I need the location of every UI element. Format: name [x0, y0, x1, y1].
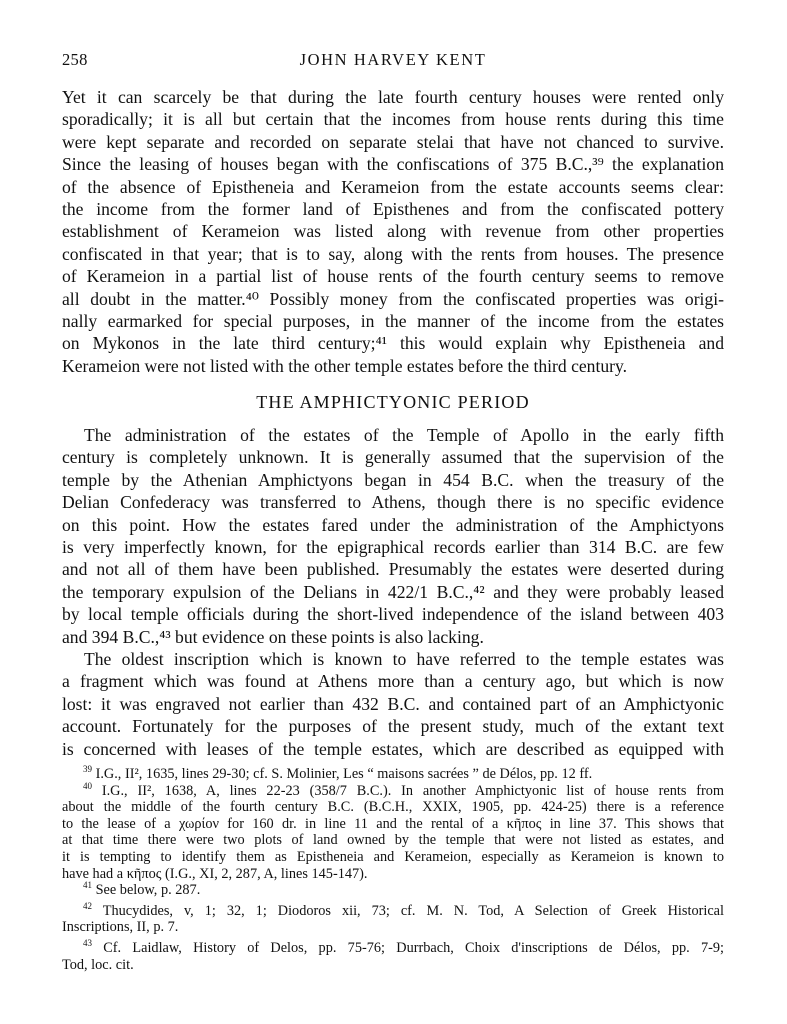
footnote-number: 42 [83, 900, 92, 911]
text-line: of the absence of Epistheneia and Kerameion from the estate accounts seems clear: [62, 176, 724, 197]
text-line: is very imperfectly known, for the epigraphical records earlier than 314 B.C. are few [62, 537, 724, 558]
footnote-39 [62, 766, 724, 783]
footnote-number: 40 [83, 780, 92, 791]
footnote-number: 39 [83, 764, 92, 774]
section-title: THE AMPHICTYONIC PERIOD [256, 392, 530, 412]
footnote-number: 43 [83, 937, 92, 948]
footnote-text: Cf. Laidlaw, History of Delos, pp. 75-76; Durrbach, Choix d'inscriptions de Délos, pp. 7-9; [103, 939, 724, 956]
paragraph-2 [62, 424, 724, 648]
text-line: is concerned with leases of the temple estates, which are described as equipped with [62, 738, 724, 759]
footnote-text: have had a κῆπος (I.G., XI, 2, 287, A, lines 145-147). [62, 865, 368, 882]
footnotes [62, 766, 724, 973]
footnote-41 [62, 882, 724, 899]
text-line: and 394 B.C.,⁴³ but evidence on these points is also lacking. [62, 626, 484, 647]
text-line: temple by the Athenian Amphictyons began in 454 B.C. when the treasury of the [62, 469, 724, 490]
text-line: lost: it was engraved not earlier than 432 B.C. and contained part of an Amphictyonic [62, 693, 724, 714]
footnote-text: Tod, loc. cit. [62, 956, 134, 973]
text-line: the income from the former land of Episthenes and from the confiscated pottery [62, 199, 724, 220]
footnote-text: I.G., II², 1635, lines 29-30; cf. S. Molinier, Les “ maisons sacrées ” de Délos, pp. 12 ff. [95, 766, 593, 782]
page-number: 258 [62, 50, 88, 69]
footnote-text: Thucydides, v, 1; 32, 1; Diodoros xii, 73; cf. M. N. Tod, A Selection of Greek Historical [102, 902, 724, 919]
text-line: nally earmarked for special purposes, in the manner of the income from the estates [62, 311, 724, 332]
footnote-text: Inscriptions, II, p. 7. [62, 919, 179, 936]
text-line: The administration of the estates of the Temple of Apollo in the early fifth [84, 425, 724, 445]
footnote-40 [62, 780, 724, 883]
page-header [62, 50, 724, 74]
text-line: Yet it can scarcely be that during the late fourth century houses were rented only [62, 87, 724, 107]
text-line: sporadically; it is all but certain that the incomes from house rents during this time [62, 109, 724, 130]
text-line: The oldest inscription which is known to have referred to the temple estates was [84, 649, 724, 669]
footnote-text: about the middle of the fourth century B.C. (B.C.H., XXIX, 1905, pp. 424-25) there is a reference [62, 799, 724, 816]
paragraph-3 [62, 648, 724, 760]
text-line: confiscated in that year; that is to say, along with the rents from houses. The presence [62, 243, 724, 264]
running-head: JOHN HARVEY KENT [299, 50, 487, 69]
text-line: of Kerameion in a partial list of house rents of the fourth century seems to remove [62, 266, 724, 287]
text-line: by local temple officials during the short-lived independence of the island between 403 [62, 604, 724, 625]
text-line: account. Fortunately for the purposes of the present study, much of the extant text [62, 716, 724, 737]
footnote-number: 41 [83, 880, 92, 891]
text-line: the temporary expulsion of the Delians in 422/1 B.C.,⁴² and they were probably leased [62, 581, 724, 602]
text-line: century is completely unknown. It is generally assumed that the supervision of the [62, 447, 724, 468]
footnote-text: to the lease of a χωρίον for 160 dr. in line 11 and the rental of a κῆπος in line 37. This shows that [62, 815, 724, 832]
text-line: all doubt in the matter.⁴⁰ Possibly money from the confiscated properties was origi- [62, 288, 724, 309]
text-line: and not all of them have been published. Presumably the estates were deserted during [62, 559, 724, 580]
text-line: Since the leasing of houses began with the confiscations of 375 B.C.,³⁹ the explanation [62, 154, 724, 175]
text-line: establishment of Kerameion was listed along with revenue from other properties [62, 221, 724, 242]
paragraph-1 [62, 86, 724, 377]
footnote-text: it is tempting to identify them as Epistheneia and Kerameion, especially as Kerameion is known to [62, 848, 724, 865]
text-line: were kept separate and recorded on separate stelai that have not chanced to survive. [62, 131, 724, 152]
text-line: a fragment which was found at Athens more than a century ago, but which is now [62, 671, 724, 692]
text-line: Delian Confederacy was transferred to Athens, though there is no specific evidence [62, 492, 724, 513]
text-line: on Mykonos in the late third century;⁴¹ this would explain why Epistheneia and [62, 333, 724, 354]
footnote-text: I.G., II², 1638, A, lines 22-23 (358/7 B.C.). In another Amphictyonic list of house rents from [101, 782, 724, 799]
footnote-42 [62, 900, 724, 936]
footnote-text: See below, p. 287. [95, 882, 201, 899]
text-line: on this point. How the estates fared under the administration of the Amphictyons [62, 514, 724, 535]
text-line: Kerameion were not listed with the other temple estates before the third century. [62, 355, 628, 376]
footnote-text: at that time there were two plots of land owned by the temple that were not listed as estates, and [62, 832, 724, 849]
footnote-43 [62, 937, 724, 973]
